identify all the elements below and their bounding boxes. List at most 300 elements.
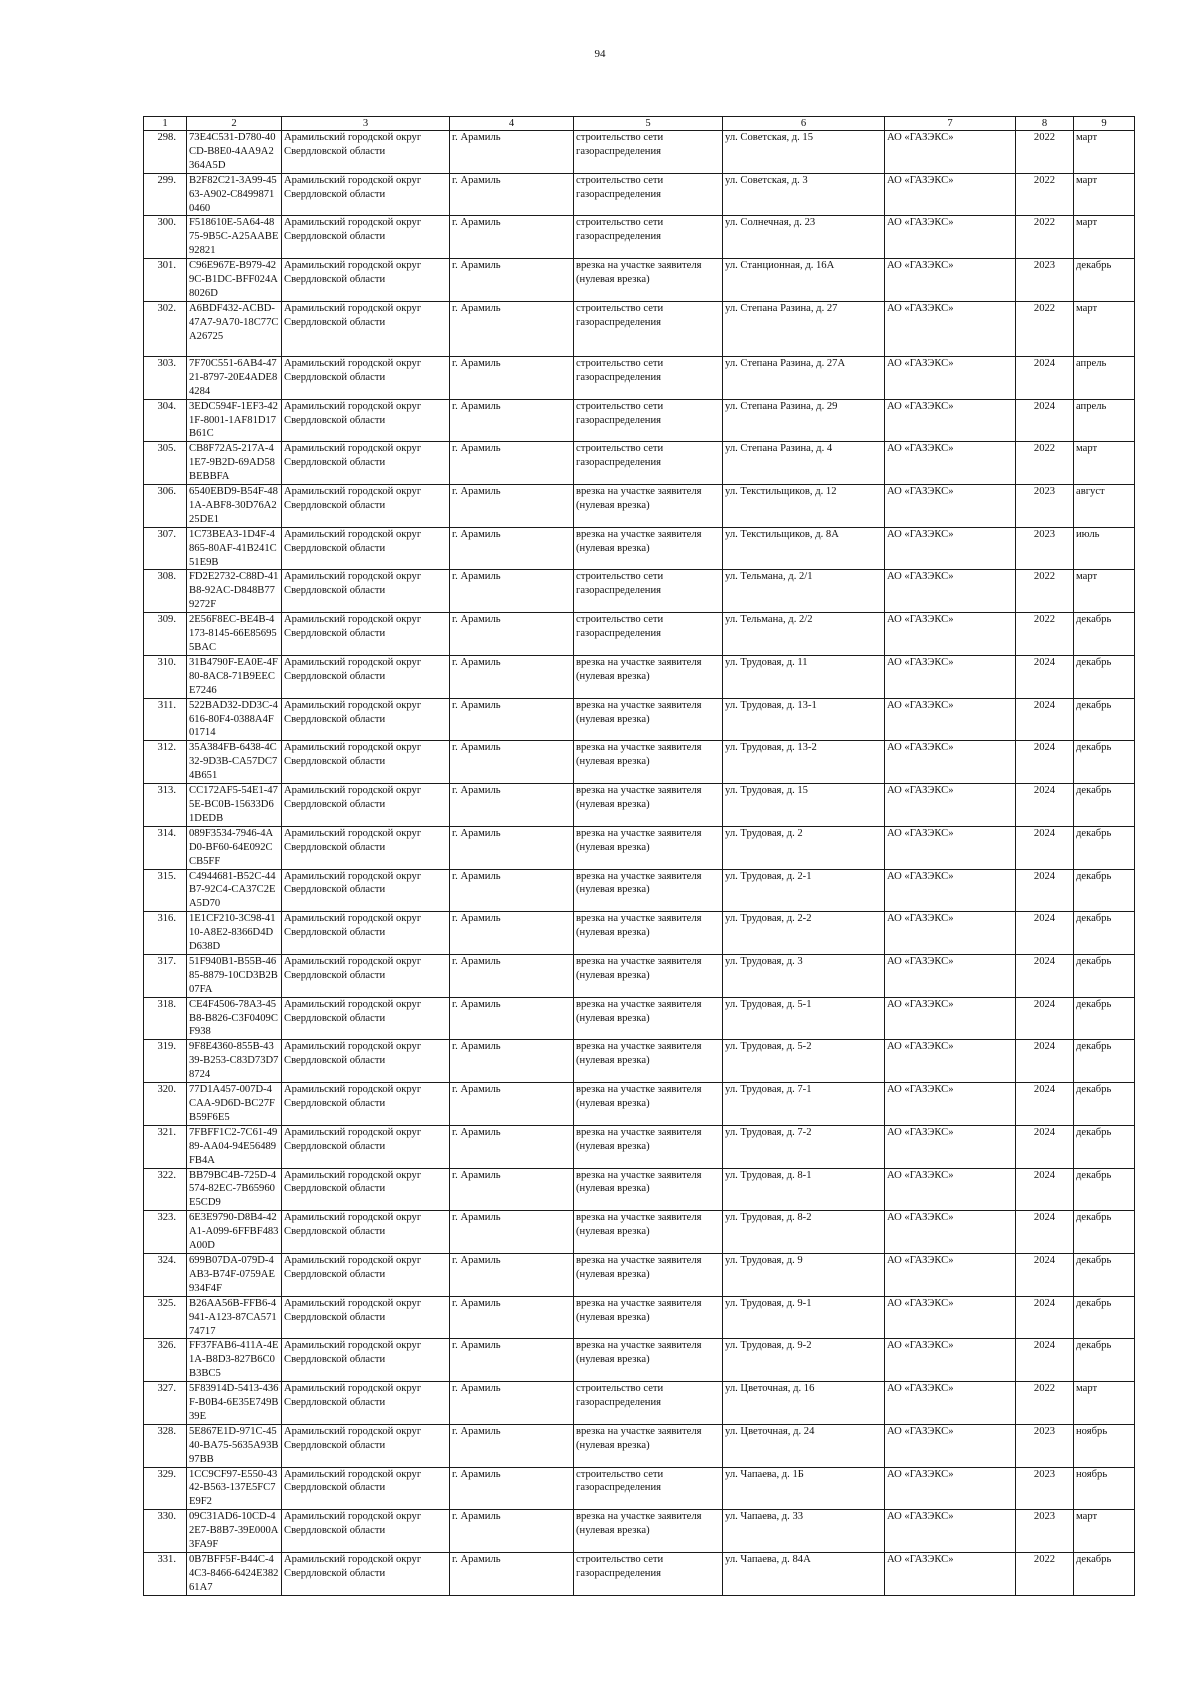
city-cell: г. Арамиль <box>450 698 574 741</box>
row-number-cell: 312. <box>144 741 187 784</box>
table-row <box>144 301 1135 356</box>
address-cell: ул. Трудовая, д. 2 <box>723 826 885 869</box>
address-cell: ул. Степана Разина, д. 29 <box>723 399 885 442</box>
city-cell: г. Арамиль <box>450 1339 574 1382</box>
object-id-cell: 089F3534-7946-4AD0-BF60-64E092CCB5FF <box>187 826 282 869</box>
work-type-cell: врезка на участке заявителя (нулевая врезка) <box>574 1083 723 1126</box>
month-cell: декабрь <box>1074 1168 1135 1211</box>
address-cell: ул. Цветочная, д. 24 <box>723 1424 885 1467</box>
row-number-cell: 323. <box>144 1211 187 1254</box>
row-number-cell: 325. <box>144 1296 187 1339</box>
work-type-cell: строительство сети газораспределения <box>574 301 723 356</box>
organization-cell: АО «ГАЗЭКС» <box>885 1553 1016 1596</box>
table-row <box>144 784 1135 827</box>
year-cell: 2023 <box>1016 259 1074 302</box>
year-cell: 2022 <box>1016 1382 1074 1425</box>
month-cell: июль <box>1074 527 1135 570</box>
district-cell: Арамильский городской округ Свердловской области <box>282 1510 450 1553</box>
city-cell: г. Арамиль <box>450 1467 574 1510</box>
row-number-cell: 314. <box>144 826 187 869</box>
object-id-cell: 7F70C551-6AB4-4721-8797-20E4ADE84284 <box>187 356 282 399</box>
organization-cell: АО «ГАЗЭКС» <box>885 131 1016 174</box>
year-cell: 2024 <box>1016 698 1074 741</box>
table-row <box>144 741 1135 784</box>
table-row <box>144 1339 1135 1382</box>
address-cell: ул. Степана Разина, д. 27 <box>723 301 885 356</box>
work-type-cell: врезка на участке заявителя (нулевая врезка) <box>574 1040 723 1083</box>
district-cell: Арамильский городской округ Свердловской области <box>282 1083 450 1126</box>
address-cell: ул. Степана Разина, д. 27А <box>723 356 885 399</box>
address-cell: ул. Трудовая, д. 11 <box>723 655 885 698</box>
column-header: 2 <box>187 117 282 131</box>
organization-cell: АО «ГАЗЭКС» <box>885 613 1016 656</box>
address-cell: ул. Трудовая, д. 9-1 <box>723 1296 885 1339</box>
address-cell: ул. Текстильщиков, д. 12 <box>723 485 885 528</box>
object-id-cell: 77D1A457-007D-4CAA-9D6D-BC27FB59F6E5 <box>187 1083 282 1126</box>
column-header: 6 <box>723 117 885 131</box>
table-row <box>144 869 1135 912</box>
table-row <box>144 527 1135 570</box>
column-header: 5 <box>574 117 723 131</box>
city-cell: г. Арамиль <box>450 1424 574 1467</box>
table-row <box>144 954 1135 997</box>
work-type-cell: врезка на участке заявителя (нулевая врезка) <box>574 1296 723 1339</box>
address-cell: ул. Чапаева, д. 84А <box>723 1553 885 1596</box>
district-cell: Арамильский городской округ Свердловской области <box>282 356 450 399</box>
city-cell: г. Арамиль <box>450 442 574 485</box>
work-type-cell: строительство сети газораспределения <box>574 613 723 656</box>
row-number-cell: 304. <box>144 399 187 442</box>
city-cell: г. Арамиль <box>450 1553 574 1596</box>
object-id-cell: 0B7BFF5F-B44C-44C3-8466-6424E38261A7 <box>187 1553 282 1596</box>
row-number-cell: 319. <box>144 1040 187 1083</box>
district-cell: Арамильский городской округ Свердловской области <box>282 784 450 827</box>
row-number-cell: 311. <box>144 698 187 741</box>
year-cell: 2024 <box>1016 1211 1074 1254</box>
row-number-cell: 305. <box>144 442 187 485</box>
address-cell: ул. Станционная, д. 16А <box>723 259 885 302</box>
work-type-cell: врезка на участке заявителя (нулевая врезка) <box>574 954 723 997</box>
object-id-cell: CB8F72A5-217A-41E7-9B2D-69AD58BEBBFA <box>187 442 282 485</box>
address-cell: ул. Трудовая, д. 7-1 <box>723 1083 885 1126</box>
row-number-cell: 326. <box>144 1339 187 1382</box>
month-cell: август <box>1074 485 1135 528</box>
object-id-cell: 5E867E1D-971C-4540-BA75-5635A93B97BB <box>187 1424 282 1467</box>
address-cell: ул. Трудовая, д. 13-2 <box>723 741 885 784</box>
month-cell: март <box>1074 442 1135 485</box>
address-cell: ул. Чапаева, д. 1Б <box>723 1467 885 1510</box>
address-cell: ул. Трудовая, д. 9-2 <box>723 1339 885 1382</box>
organization-cell: АО «ГАЗЭКС» <box>885 1125 1016 1168</box>
table-row <box>144 131 1135 174</box>
city-cell: г. Арамиль <box>450 570 574 613</box>
year-cell: 2022 <box>1016 613 1074 656</box>
object-id-cell: CC172AF5-54E1-475E-BC0B-15633D61DEDB <box>187 784 282 827</box>
year-cell: 2024 <box>1016 1168 1074 1211</box>
row-number-cell: 318. <box>144 997 187 1040</box>
city-cell: г. Арамиль <box>450 485 574 528</box>
object-id-cell: 09C31AD6-10CD-42E7-B8B7-39E000A3FA9F <box>187 1510 282 1553</box>
city-cell: г. Арамиль <box>450 613 574 656</box>
work-type-cell: врезка на участке заявителя (нулевая врезка) <box>574 1125 723 1168</box>
year-cell: 2024 <box>1016 356 1074 399</box>
organization-cell: АО «ГАЗЭКС» <box>885 1168 1016 1211</box>
month-cell: декабрь <box>1074 613 1135 656</box>
address-cell: ул. Советская, д. 3 <box>723 173 885 216</box>
row-number-cell: 329. <box>144 1467 187 1510</box>
district-cell: Арамильский городской округ Свердловской области <box>282 954 450 997</box>
table-row <box>144 1382 1135 1425</box>
work-type-cell: строительство сети газораспределения <box>574 173 723 216</box>
work-type-cell: строительство сети газораспределения <box>574 399 723 442</box>
city-cell: г. Арамиль <box>450 784 574 827</box>
address-cell: ул. Трудовая, д. 9 <box>723 1253 885 1296</box>
table-row <box>144 1040 1135 1083</box>
district-cell: Арамильский городской округ Свердловской области <box>282 698 450 741</box>
work-type-cell: врезка на участке заявителя (нулевая врезка) <box>574 655 723 698</box>
city-cell: г. Арамиль <box>450 131 574 174</box>
row-number-cell: 310. <box>144 655 187 698</box>
year-cell: 2023 <box>1016 1424 1074 1467</box>
registry-table <box>143 116 1135 1596</box>
address-cell: ул. Чапаева, д. 33 <box>723 1510 885 1553</box>
year-cell: 2022 <box>1016 570 1074 613</box>
work-type-cell: строительство сети газораспределения <box>574 1553 723 1596</box>
address-cell: ул. Трудовая, д. 3 <box>723 954 885 997</box>
month-cell: март <box>1074 173 1135 216</box>
work-type-cell: врезка на участке заявителя (нулевая врезка) <box>574 1510 723 1553</box>
district-cell: Арамильский городской округ Свердловской области <box>282 259 450 302</box>
district-cell: Арамильский городской округ Свердловской области <box>282 527 450 570</box>
work-type-cell: врезка на участке заявителя (нулевая врезка) <box>574 485 723 528</box>
organization-cell: АО «ГАЗЭКС» <box>885 1253 1016 1296</box>
month-cell: декабрь <box>1074 912 1135 955</box>
address-cell: ул. Трудовая, д. 15 <box>723 784 885 827</box>
address-cell: ул. Трудовая, д. 8-2 <box>723 1211 885 1254</box>
month-cell: ноябрь <box>1074 1467 1135 1510</box>
district-cell: Арамильский городской округ Свердловской области <box>282 301 450 356</box>
column-header: 1 <box>144 117 187 131</box>
organization-cell: АО «ГАЗЭКС» <box>885 173 1016 216</box>
year-cell: 2024 <box>1016 869 1074 912</box>
district-cell: Арамильский городской округ Свердловской области <box>282 1040 450 1083</box>
city-cell: г. Арамиль <box>450 1168 574 1211</box>
work-type-cell: строительство сети газораспределения <box>574 131 723 174</box>
organization-cell: АО «ГАЗЭКС» <box>885 1467 1016 1510</box>
district-cell: Арамильский городской округ Свердловской области <box>282 613 450 656</box>
object-id-cell: C4944681-B52C-44B7-92C4-CA37C2EA5D70 <box>187 869 282 912</box>
object-id-cell: 2E56F8EC-BE4B-4173-8145-66E856955BAC <box>187 613 282 656</box>
year-cell: 2022 <box>1016 301 1074 356</box>
year-cell: 2023 <box>1016 1510 1074 1553</box>
district-cell: Арамильский городской округ Свердловской области <box>282 1296 450 1339</box>
district-cell: Арамильский городской округ Свердловской области <box>282 485 450 528</box>
month-cell: декабрь <box>1074 1125 1135 1168</box>
organization-cell: АО «ГАЗЭКС» <box>885 1510 1016 1553</box>
table-row <box>144 570 1135 613</box>
work-type-cell: врезка на участке заявителя (нулевая врезка) <box>574 527 723 570</box>
work-type-cell: врезка на участке заявителя (нулевая врезка) <box>574 1168 723 1211</box>
row-number-cell: 302. <box>144 301 187 356</box>
city-cell: г. Арамиль <box>450 912 574 955</box>
object-id-cell: 522BAD32-DD3C-4616-80F4-0388A4F01714 <box>187 698 282 741</box>
object-id-cell: BB79BC4B-725D-4574-82EC-7B65960E5CD9 <box>187 1168 282 1211</box>
month-cell: декабрь <box>1074 1083 1135 1126</box>
organization-cell: АО «ГАЗЭКС» <box>885 784 1016 827</box>
table-row <box>144 613 1135 656</box>
table-row <box>144 399 1135 442</box>
object-id-cell: 5F83914D-5413-436F-B0B4-6E35E749B39E <box>187 1382 282 1425</box>
month-cell: декабрь <box>1074 997 1135 1040</box>
district-cell: Арамильский городской округ Свердловской области <box>282 1553 450 1596</box>
table-row <box>144 1424 1135 1467</box>
year-cell: 2024 <box>1016 954 1074 997</box>
table-row <box>144 1553 1135 1596</box>
object-id-cell: 51F940B1-B55B-4685-8879-10CD3B2B07FA <box>187 954 282 997</box>
row-number-cell: 328. <box>144 1424 187 1467</box>
organization-cell: АО «ГАЗЭКС» <box>885 356 1016 399</box>
address-cell: ул. Тельмана, д. 2/2 <box>723 613 885 656</box>
row-number-cell: 299. <box>144 173 187 216</box>
work-type-cell: врезка на участке заявителя (нулевая врезка) <box>574 1424 723 1467</box>
table-row <box>144 259 1135 302</box>
organization-cell: АО «ГАЗЭКС» <box>885 912 1016 955</box>
year-cell: 2022 <box>1016 131 1074 174</box>
object-id-cell: 1CC9CF97-E550-4342-B563-137E5FC7E9F2 <box>187 1467 282 1510</box>
work-type-cell: строительство сети газораспределения <box>574 570 723 613</box>
district-cell: Арамильский городской округ Свердловской области <box>282 131 450 174</box>
object-id-cell: 1E1CF210-3C98-4110-A8E2-8366D4DD638D <box>187 912 282 955</box>
month-cell: декабрь <box>1074 1211 1135 1254</box>
object-id-cell: B26AA56B-FFB6-4941-A123-87CA57174717 <box>187 1296 282 1339</box>
month-cell: декабрь <box>1074 784 1135 827</box>
year-cell: 2022 <box>1016 442 1074 485</box>
organization-cell: АО «ГАЗЭКС» <box>885 698 1016 741</box>
row-number-cell: 324. <box>144 1253 187 1296</box>
district-cell: Арамильский городской округ Свердловской области <box>282 570 450 613</box>
month-cell: декабрь <box>1074 698 1135 741</box>
year-cell: 2023 <box>1016 527 1074 570</box>
city-cell: г. Арамиль <box>450 216 574 259</box>
organization-cell: АО «ГАЗЭКС» <box>885 741 1016 784</box>
city-cell: г. Арамиль <box>450 399 574 442</box>
object-id-cell: 7FBFF1C2-7C61-4989-AA04-94E56489FB4A <box>187 1125 282 1168</box>
city-cell: г. Арамиль <box>450 869 574 912</box>
district-cell: Арамильский городской округ Свердловской области <box>282 1467 450 1510</box>
row-number-cell: 330. <box>144 1510 187 1553</box>
city-cell: г. Арамиль <box>450 1382 574 1425</box>
year-cell: 2024 <box>1016 1339 1074 1382</box>
object-id-cell: FF37FAB6-411A-4E1A-B8D3-827B6C0B3BC5 <box>187 1339 282 1382</box>
year-cell: 2024 <box>1016 1253 1074 1296</box>
address-cell: ул. Трудовая, д. 5-2 <box>723 1040 885 1083</box>
row-number-cell: 316. <box>144 912 187 955</box>
organization-cell: АО «ГАЗЭКС» <box>885 1296 1016 1339</box>
month-cell: декабрь <box>1074 655 1135 698</box>
column-header: 8 <box>1016 117 1074 131</box>
organization-cell: АО «ГАЗЭКС» <box>885 869 1016 912</box>
row-number-cell: 301. <box>144 259 187 302</box>
work-type-cell: врезка на участке заявителя (нулевая врезка) <box>574 1253 723 1296</box>
table-row <box>144 912 1135 955</box>
month-cell: декабрь <box>1074 1296 1135 1339</box>
page-number: 94 <box>594 48 606 60</box>
organization-cell: АО «ГАЗЭКС» <box>885 527 1016 570</box>
month-cell: апрель <box>1074 399 1135 442</box>
month-cell: декабрь <box>1074 826 1135 869</box>
year-cell: 2024 <box>1016 741 1074 784</box>
district-cell: Арамильский городской округ Свердловской области <box>282 1382 450 1425</box>
table-row <box>144 216 1135 259</box>
address-cell: ул. Трудовая, д. 2-1 <box>723 869 885 912</box>
district-cell: Арамильский городской округ Свердловской области <box>282 741 450 784</box>
organization-cell: АО «ГАЗЭКС» <box>885 954 1016 997</box>
column-number-row <box>144 117 1135 131</box>
organization-cell: АО «ГАЗЭКС» <box>885 1339 1016 1382</box>
year-cell: 2023 <box>1016 485 1074 528</box>
organization-cell: АО «ГАЗЭКС» <box>885 1083 1016 1126</box>
year-cell: 2023 <box>1016 1467 1074 1510</box>
year-cell: 2024 <box>1016 784 1074 827</box>
organization-cell: АО «ГАЗЭКС» <box>885 570 1016 613</box>
city-cell: г. Арамиль <box>450 1125 574 1168</box>
work-type-cell: строительство сети газораспределения <box>574 216 723 259</box>
month-cell: март <box>1074 570 1135 613</box>
row-number-cell: 298. <box>144 131 187 174</box>
district-cell: Арамильский городской округ Свердловской области <box>282 173 450 216</box>
object-id-cell: 1C73BEA3-1D4F-4865-80AF-41B241C51E9B <box>187 527 282 570</box>
work-type-cell: врезка на участке заявителя (нулевая врезка) <box>574 912 723 955</box>
city-cell: г. Арамиль <box>450 1040 574 1083</box>
table-row <box>144 1168 1135 1211</box>
organization-cell: АО «ГАЗЭКС» <box>885 259 1016 302</box>
table-row <box>144 1510 1135 1553</box>
object-id-cell: 9F8E4360-855B-4339-B253-C83D73D78724 <box>187 1040 282 1083</box>
address-cell: ул. Советская, д. 15 <box>723 131 885 174</box>
work-type-cell: врезка на участке заявителя (нулевая врезка) <box>574 698 723 741</box>
row-number-cell: 322. <box>144 1168 187 1211</box>
year-cell: 2024 <box>1016 1083 1074 1126</box>
district-cell: Арамильский городской округ Свердловской области <box>282 1424 450 1467</box>
year-cell: 2022 <box>1016 216 1074 259</box>
object-id-cell: C96E967E-B979-429C-B1DC-BFF024A8026D <box>187 259 282 302</box>
work-type-cell: строительство сети газораспределения <box>574 1382 723 1425</box>
month-cell: ноябрь <box>1074 1424 1135 1467</box>
district-cell: Арамильский городской округ Свердловской области <box>282 399 450 442</box>
object-id-cell: 35A384FB-6438-4C32-9D3B-CA57DC74B651 <box>187 741 282 784</box>
work-type-cell: врезка на участке заявителя (нулевая врезка) <box>574 259 723 302</box>
organization-cell: АО «ГАЗЭКС» <box>885 485 1016 528</box>
row-number-cell: 313. <box>144 784 187 827</box>
object-id-cell: 6540EBD9-B54F-481A-ABF8-30D76A225DE1 <box>187 485 282 528</box>
district-cell: Арамильский городской округ Свердловской области <box>282 1168 450 1211</box>
work-type-cell: врезка на участке заявителя (нулевая врезка) <box>574 869 723 912</box>
city-cell: г. Арамиль <box>450 1510 574 1553</box>
month-cell: декабрь <box>1074 1040 1135 1083</box>
organization-cell: АО «ГАЗЭКС» <box>885 301 1016 356</box>
table-row <box>144 1211 1135 1254</box>
city-cell: г. Арамиль <box>450 259 574 302</box>
district-cell: Арамильский городской округ Свердловской области <box>282 1339 450 1382</box>
object-id-cell: 31B4790F-EA0E-4F80-8AC8-71B9EECE7246 <box>187 655 282 698</box>
city-cell: г. Арамиль <box>450 301 574 356</box>
table-row <box>144 826 1135 869</box>
address-cell: ул. Текстильщиков, д. 8А <box>723 527 885 570</box>
month-cell: март <box>1074 1382 1135 1425</box>
city-cell: г. Арамиль <box>450 741 574 784</box>
row-number-cell: 327. <box>144 1382 187 1425</box>
district-cell: Арамильский городской округ Свердловской области <box>282 1211 450 1254</box>
table-row <box>144 1253 1135 1296</box>
table-row <box>144 173 1135 216</box>
city-cell: г. Арамиль <box>450 997 574 1040</box>
year-cell: 2022 <box>1016 1553 1074 1596</box>
city-cell: г. Арамиль <box>450 1211 574 1254</box>
row-number-cell: 303. <box>144 356 187 399</box>
table-row <box>144 485 1135 528</box>
table-row <box>144 442 1135 485</box>
district-cell: Арамильский городской округ Свердловской области <box>282 1125 450 1168</box>
work-type-cell: врезка на участке заявителя (нулевая врезка) <box>574 997 723 1040</box>
row-number-cell: 307. <box>144 527 187 570</box>
work-type-cell: строительство сети газораспределения <box>574 1467 723 1510</box>
table-body <box>144 131 1135 1596</box>
city-cell: г. Арамиль <box>450 954 574 997</box>
organization-cell: АО «ГАЗЭКС» <box>885 1424 1016 1467</box>
organization-cell: АО «ГАЗЭКС» <box>885 399 1016 442</box>
district-cell: Арамильский городской округ Свердловской области <box>282 1253 450 1296</box>
address-cell: ул. Трудовая, д. 8-1 <box>723 1168 885 1211</box>
table-row <box>144 655 1135 698</box>
month-cell: март <box>1074 216 1135 259</box>
city-cell: г. Арамиль <box>450 655 574 698</box>
organization-cell: АО «ГАЗЭКС» <box>885 442 1016 485</box>
organization-cell: АО «ГАЗЭКС» <box>885 826 1016 869</box>
month-cell: декабрь <box>1074 1339 1135 1382</box>
object-id-cell: 699B07DA-079D-4AB3-B74F-0759AE934F4F <box>187 1253 282 1296</box>
city-cell: г. Арамиль <box>450 1083 574 1126</box>
row-number-cell: 315. <box>144 869 187 912</box>
month-cell: март <box>1074 301 1135 356</box>
city-cell: г. Арамиль <box>450 826 574 869</box>
district-cell: Арамильский городской округ Свердловской области <box>282 869 450 912</box>
year-cell: 2024 <box>1016 1040 1074 1083</box>
month-cell: декабрь <box>1074 1553 1135 1596</box>
district-cell: Арамильский городской округ Свердловской области <box>282 826 450 869</box>
object-id-cell: 3EDC594F-1EF3-421F-8001-1AF81D17B61C <box>187 399 282 442</box>
address-cell: ул. Трудовая, д. 13-1 <box>723 698 885 741</box>
row-number-cell: 321. <box>144 1125 187 1168</box>
district-cell: Арамильский городской округ Свердловской области <box>282 997 450 1040</box>
city-cell: г. Арамиль <box>450 1296 574 1339</box>
district-cell: Арамильский городской округ Свердловской области <box>282 216 450 259</box>
work-type-cell: строительство сети газораспределения <box>574 442 723 485</box>
year-cell: 2024 <box>1016 826 1074 869</box>
column-header: 9 <box>1074 117 1135 131</box>
object-id-cell: F518610E-5A64-4875-9B5C-A25AABE92821 <box>187 216 282 259</box>
work-type-cell: врезка на участке заявителя (нулевая врезка) <box>574 1211 723 1254</box>
month-cell: март <box>1074 131 1135 174</box>
row-number-cell: 306. <box>144 485 187 528</box>
month-cell: декабрь <box>1074 954 1135 997</box>
address-cell: ул. Трудовая, д. 2-2 <box>723 912 885 955</box>
organization-cell: АО «ГАЗЭКС» <box>885 216 1016 259</box>
district-cell: Арамильский городской округ Свердловской области <box>282 912 450 955</box>
object-id-cell: B2F82C21-3A99-4563-A902-C84998710460 <box>187 173 282 216</box>
address-cell: ул. Трудовая, д. 5-1 <box>723 997 885 1040</box>
year-cell: 2024 <box>1016 655 1074 698</box>
city-cell: г. Арамиль <box>450 1253 574 1296</box>
